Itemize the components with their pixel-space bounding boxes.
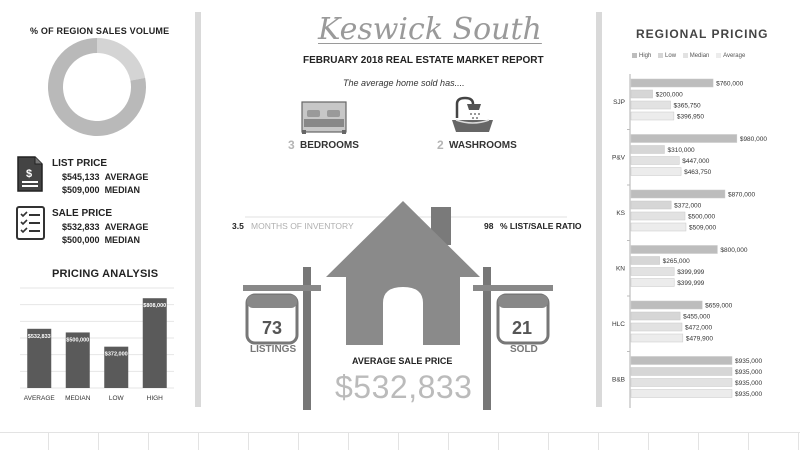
listings-count: 73 <box>262 318 283 338</box>
washrooms-count: 2 <box>437 138 444 152</box>
regional-bar-value-label: $399,999 <box>677 268 705 276</box>
average-sale-price-label: AVERAGE SALE PRICE <box>352 356 453 366</box>
regional-bar-value-label: $455,000 <box>683 313 711 321</box>
list-price-average: $545,133 <box>62 172 100 182</box>
regional-bar-value-label: $500,000 <box>688 213 716 221</box>
regional-bar-median <box>631 101 671 109</box>
region-sales-donut <box>46 36 148 138</box>
pricing-analysis-title: PRICING ANALYSIS <box>52 268 159 280</box>
sheet-column-line <box>198 432 199 450</box>
washrooms-label: WASHROOMS <box>449 140 517 151</box>
inventory-months: 3.5 <box>232 221 244 231</box>
regional-bar-value-label: $310,000 <box>667 146 695 154</box>
legend-low: Low <box>665 53 677 60</box>
regional-bar-value-label: $396,950 <box>676 113 704 121</box>
sheet-column-line <box>648 432 649 450</box>
legend-high: High <box>639 53 652 60</box>
regional-bar-high <box>631 246 717 254</box>
regional-bar-average <box>631 390 732 398</box>
sheet-column-line <box>48 432 49 450</box>
regional-bar-low <box>631 312 680 320</box>
regional-bar-value-label: $447,000 <box>682 157 710 165</box>
list-sale-ratio-label: % LIST/SALE RATIO <box>500 221 582 231</box>
sheet-column-line <box>798 432 799 450</box>
regional-bar-median <box>631 212 685 220</box>
legend-average: Average <box>723 53 746 60</box>
average-sale-price-value: $532,833 <box>335 369 473 405</box>
sheet-column-line <box>148 432 149 450</box>
list-price-block <box>52 157 148 197</box>
right-divider <box>596 12 602 407</box>
regional-bar-high <box>631 79 713 87</box>
pricing-bar-value-label: $532,833 <box>27 333 51 340</box>
sheet-column-line <box>98 432 99 450</box>
regional-bar-median <box>631 379 732 387</box>
sheet-column-line <box>748 432 749 450</box>
regional-bar-average <box>631 112 674 120</box>
sheet-column-line <box>348 432 349 450</box>
pricing-category-label: LOW <box>108 395 124 402</box>
regional-category-label: P&V <box>611 154 625 162</box>
regional-bar-value-label: $800,000 <box>720 246 748 254</box>
sale-price-block <box>52 207 148 247</box>
bathtub-shower-icon <box>449 96 495 136</box>
donut-segment <box>97 38 145 81</box>
regional-bar-median <box>631 323 682 331</box>
pricing-analysis-chart <box>14 282 178 406</box>
regional-bar-high <box>631 135 737 143</box>
sold-label: SOLD <box>510 344 538 355</box>
dollar-document-icon <box>15 155 45 193</box>
pricing-bar-value-label: $500,000 <box>66 337 90 344</box>
regional-bar-low <box>631 90 653 98</box>
sheet-column-line <box>498 432 499 450</box>
regional-category-label: B&B <box>611 376 625 384</box>
regional-bar-value-label: $870,000 <box>727 191 756 199</box>
sale-price-median-label: MEDIAN <box>104 235 141 245</box>
legend-median: Median <box>689 53 710 60</box>
sheet-column-line <box>248 432 249 450</box>
regional-bar-value-label: $760,000 <box>716 80 744 88</box>
regional-bar-median <box>631 157 679 165</box>
list-sale-ratio: 98 <box>484 221 494 231</box>
regional-bar-value-label: $463,750 <box>684 168 712 176</box>
bed-icon <box>300 100 348 136</box>
sale-price-average: $532,833 <box>62 222 100 232</box>
regional-bar-average <box>631 279 674 287</box>
list-price-average-label: AVERAGE <box>104 172 149 182</box>
report-subtitle: FEBRUARY 2018 REAL ESTATE MARKET REPORT <box>303 55 544 66</box>
regional-category-label: SJP <box>613 98 625 106</box>
regional-bar-low <box>631 146 664 154</box>
sheet-column-line <box>398 432 399 450</box>
svg-text:$: $ <box>26 168 33 180</box>
regional-bar-value-label: $472,000 <box>684 324 713 332</box>
brand-logo: Keswick South <box>318 12 542 47</box>
sheet-column-line <box>598 432 599 450</box>
bedrooms-count: 3 <box>288 138 295 152</box>
regional-bar-value-label: $365,750 <box>673 102 701 110</box>
sale-price-median: $500,000 <box>62 235 100 245</box>
list-price-median-label: MEDIAN <box>104 185 141 195</box>
checklist-icon <box>15 205 47 241</box>
regional-pricing-legend <box>627 53 745 59</box>
regional-bar-value-label: $935,000 <box>734 368 763 376</box>
left-divider <box>195 12 201 407</box>
pricing-category-label: HIGH <box>146 395 163 402</box>
regional-bar-average <box>631 168 681 176</box>
regional-bar-high <box>631 301 702 309</box>
regional-bar-value-label: $980,000 <box>739 135 767 143</box>
regional-bar-value-label: $659,000 <box>705 302 733 310</box>
pricing-bar-value-label: $372,000 <box>104 351 128 358</box>
regional-category-label: KN <box>615 265 625 273</box>
regional-category-label: KS <box>616 209 625 217</box>
donut-title: % OF REGION SALES VOLUME <box>30 26 170 36</box>
listings-label: LISTINGS <box>250 344 297 355</box>
regional-pricing-title: REGIONAL PRICING <box>636 27 769 41</box>
regional-bar-average <box>631 223 686 231</box>
pricing-category-label: MEDIAN <box>65 395 91 402</box>
regional-bar-value-label: $935,000 <box>734 390 763 398</box>
regional-bar-average <box>631 334 683 342</box>
regional-bar-value-label: $935,000 <box>734 357 763 365</box>
list-price-median: $509,000 <box>62 185 100 195</box>
regional-bar-value-label: $265,000 <box>662 257 690 265</box>
sale-price-average-label: AVERAGE <box>104 222 149 232</box>
pricing-category-label: AVERAGE <box>23 395 55 402</box>
regional-bar-value-label: $479,900 <box>685 335 713 343</box>
regional-bar-median <box>631 268 674 276</box>
regional-bar-value-label: $935,000 <box>734 379 763 387</box>
tagline: The average home sold has.... <box>343 78 465 88</box>
regional-bar-low <box>631 368 732 376</box>
list-price-title: LIST PRICE <box>52 158 108 169</box>
sheet-column-line <box>298 432 299 450</box>
regional-bar-value-label: $509,000 <box>688 224 717 232</box>
regional-bar-value-label: $399,999 <box>677 279 705 287</box>
pricing-bar <box>143 298 167 388</box>
sheet-grid-rule <box>0 432 800 433</box>
regional-bar-low <box>631 257 660 265</box>
inventory-label: MONTHS OF INVENTORY <box>251 221 354 231</box>
regional-bar-value-label: $372,000 <box>674 202 702 210</box>
sold-count: 21 <box>512 318 533 338</box>
regional-bar-value-label: $200,000 <box>655 91 683 99</box>
sheet-column-line <box>448 432 449 450</box>
regional-pricing-chart <box>604 74 796 408</box>
bedrooms-label: BEDROOMS <box>300 140 359 151</box>
pricing-bar-value-label: $808,000 <box>143 303 167 310</box>
regional-bar-high <box>631 357 732 365</box>
sheet-column-line <box>548 432 549 450</box>
sheet-column-line <box>698 432 699 450</box>
sale-price-title: SALE PRICE <box>52 208 113 219</box>
regional-bar-low <box>631 201 671 209</box>
regional-category-label: HLC <box>611 320 625 328</box>
regional-bar-high <box>631 190 725 198</box>
